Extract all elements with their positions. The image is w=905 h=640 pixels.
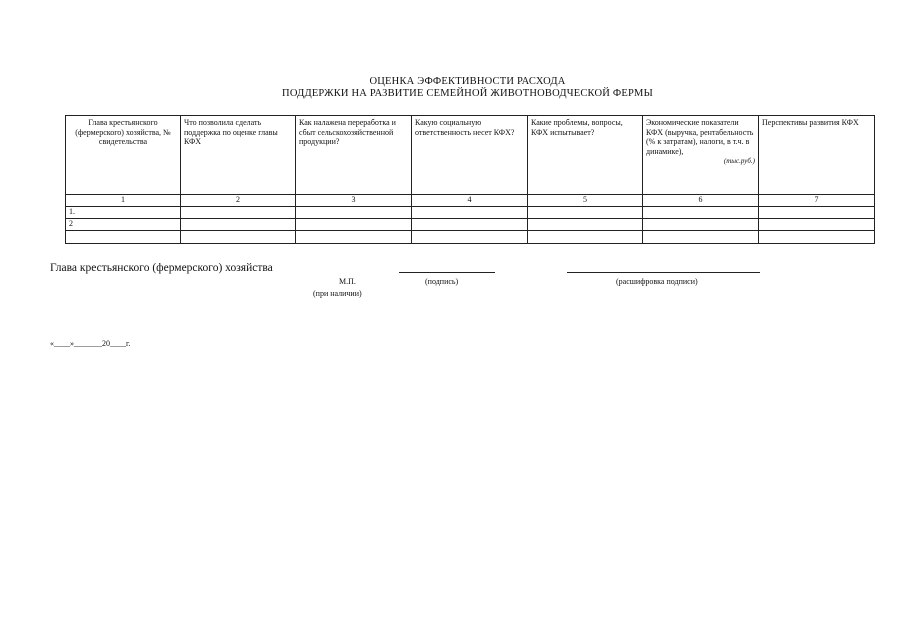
head-of-farm-label: Глава крестьянского (фермерского) хозяйства <box>50 262 273 274</box>
empty-cell <box>643 219 759 231</box>
header-cell-processing-sales: Как налажена переработка и сбыт сельскохозяйственной продукции? <box>296 116 412 195</box>
column-number: 3 <box>296 195 412 207</box>
empty-cell <box>181 219 296 231</box>
empty-cell <box>296 207 412 219</box>
empty-cell <box>412 219 528 231</box>
signature-line <box>399 272 495 273</box>
empty-cell <box>528 207 643 219</box>
empty-cell <box>181 207 296 219</box>
empty-cell <box>759 231 875 244</box>
if-available-note: (при наличии) <box>313 289 362 298</box>
column-number: 6 <box>643 195 759 207</box>
header-cell-head-of-farm: Глава крестьянского (фермерского) хозяйства, № свидетельства <box>66 116 181 195</box>
table-row <box>66 219 875 231</box>
empty-cell <box>759 219 875 231</box>
header-cell-support-result: Что позволила сделать поддержка по оценке главы КФХ <box>181 116 296 195</box>
empty-cell <box>643 207 759 219</box>
empty-cell <box>528 231 643 244</box>
header-cell-economic-indicators <box>643 116 759 195</box>
signature-decoding-line <box>567 272 760 273</box>
column-number: 2 <box>181 195 296 207</box>
header-cell-problems: Какие проблемы, вопросы, КФХ испытывает? <box>528 116 643 195</box>
empty-cell <box>296 231 412 244</box>
empty-cell <box>296 219 412 231</box>
row-number-cell <box>66 231 181 244</box>
empty-cell <box>643 231 759 244</box>
table-row <box>66 231 875 244</box>
stamp-label: М.П. <box>339 277 356 286</box>
header-cell-prospects: Перспективы развития КФХ <box>759 116 875 195</box>
signature-caption: (подпись) <box>425 277 459 286</box>
document-title-line-1: ОЦЕНКА ЭФФЕКТИВНОСТИ РАСХОДА <box>369 76 566 87</box>
document-title-line-2: ПОДДЕРЖКИ НА РАЗВИТИЕ СЕМЕЙНОЙ ЖИВОТНОВОДЧЕСКОЙ ФЕРМЫ <box>282 88 653 99</box>
header-economic-text: Экономические показатели КФХ (выручка, рентабельность (% к затратам), налоги, в т.ч. в динамике), <box>646 118 754 156</box>
empty-cell <box>759 207 875 219</box>
table-header-row <box>66 116 875 195</box>
row-number-cell: 2 <box>66 219 181 231</box>
column-number: 4 <box>412 195 528 207</box>
column-number-row <box>66 195 875 207</box>
column-number: 1 <box>66 195 181 207</box>
evaluation-table <box>65 115 875 244</box>
header-economic-unit: (тыс.руб.) <box>723 157 755 166</box>
column-number: 7 <box>759 195 875 207</box>
header-cell-social-responsibility: Какую социальную ответственность несет КФХ? <box>412 116 528 195</box>
decoding-caption: (расшифровка подписи) <box>616 277 698 286</box>
empty-cell <box>528 219 643 231</box>
table-row <box>66 207 875 219</box>
row-number-cell: 1. <box>66 207 181 219</box>
empty-cell <box>412 207 528 219</box>
date-line: «____»_______20____г. <box>50 339 131 348</box>
column-number: 5 <box>528 195 643 207</box>
empty-cell <box>412 231 528 244</box>
empty-cell <box>181 231 296 244</box>
